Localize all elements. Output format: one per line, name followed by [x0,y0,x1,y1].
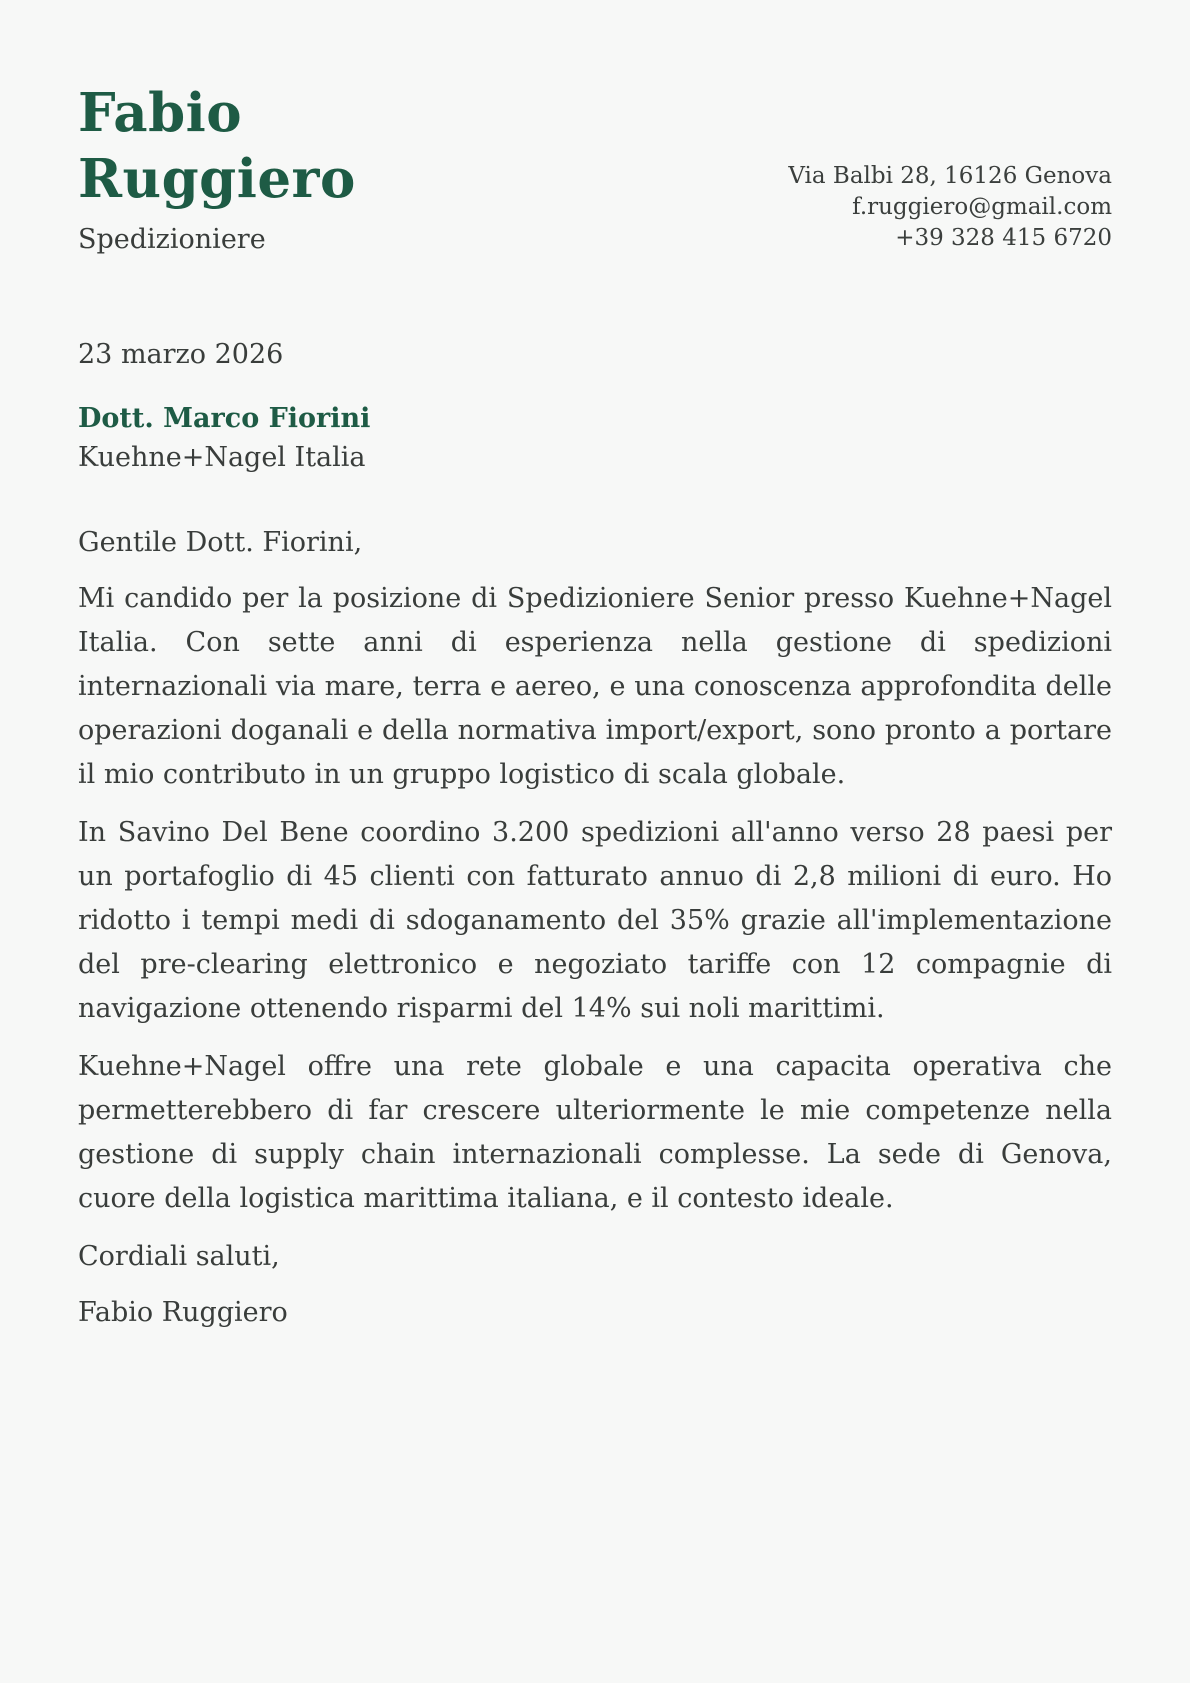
greeting: Gentile Dott. Fiorini, [78,527,363,558]
sender-name [78,80,356,212]
contact-address: Via Balbi 28, 16126 Genova [788,163,1112,189]
recipient-block [78,402,1112,475]
recipient-name: Dott. Marco Fiorini [78,403,371,434]
body-paragraph-3: Kuehne+Nagel offre una rete globale e una capacita operativa che permetterebbero di far crescere ulteriormente le mie competenze nella gestione di supply chain internazionali complesse. La sede di Genova, cuore della logistica marittima italiana, e il contesto ideale. [78,1051,1112,1214]
letter-date: 23 marzo 2026 [78,339,284,370]
sender-name-line-1: Fabio [78,82,243,144]
body-paragraph-1: Mi candido per la posizione di Spedizioniere Senior presso Kuehne+Nagel Italia. Con sette anni di esperienza nella gestione di spedizioni internazionali via mare, terra e aereo, e una conoscenza approfondita delle operazioni doganali e della normativa import/export, sono pronto a portare il mio contributo in un gruppo logistico di scala globale. [78,583,1112,790]
contact-phone: +39 328 415 6720 [895,225,1112,251]
recipient-company: Kuehne+Nagel Italia [78,442,366,473]
body-paragraph-2: In Savino Del Bene coordino 3.200 spedizioni all'anno verso 28 paesi per un portafoglio di 45 clienti con fatturato annuo di 2,8 milioni di euro. Ho ridotto i tempi medi di sdoganamento del 35% grazie all'implementazione del pre-clearing elettronico e negoziato tariffe con 12 compagnie di navigazione ottenendo risparmi del 14% sui noli marittimi. [78,817,1112,1024]
sender-job-title: Spedizioniere [78,224,266,255]
sender-name-line-2: Ruggiero [78,148,356,210]
identity-block [78,80,356,256]
signature: Fabio Ruggiero [78,1297,288,1328]
closing: Cordiali saluti, [78,1241,280,1272]
contact-block [788,161,1112,256]
letter-header [78,80,1112,256]
contact-email: f.ruggiero@gmail.com [852,194,1112,220]
letter-body [78,521,1112,1335]
